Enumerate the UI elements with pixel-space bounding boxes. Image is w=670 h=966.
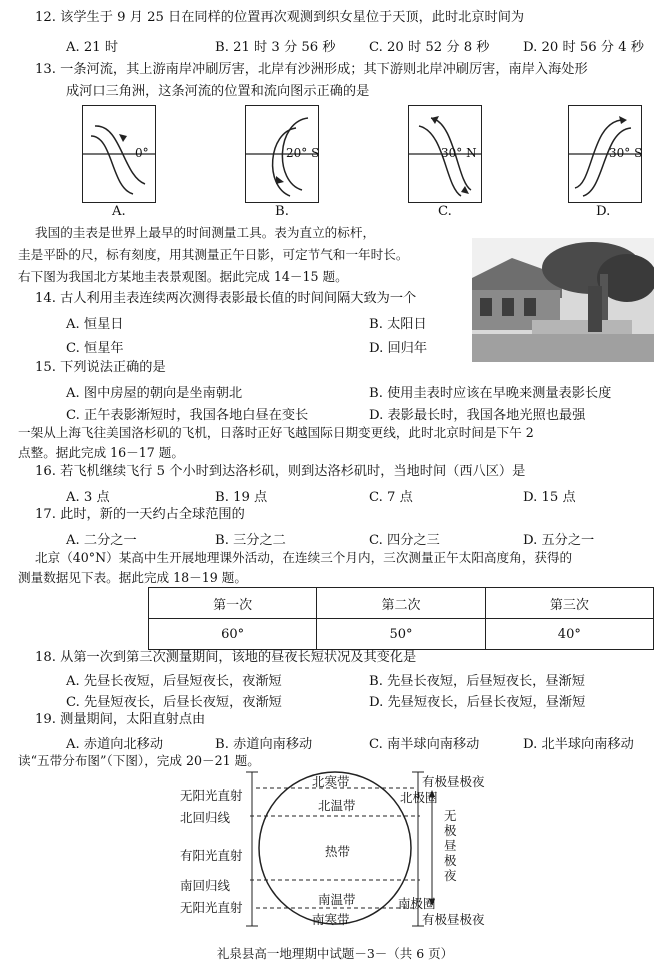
intro-14-line1: 我国的圭表是世界上最早的时间测量工具。表为直立的标杆， [35,225,376,240]
diagram-b-latitude: 20° S [286,146,320,160]
q18-stem: 18. 从第一次到第三次测量期间，该地的昼夜长短状况及其变化是 [35,650,417,665]
q16-option-d: D. 15 点 [523,490,576,505]
q14-option-c: C. 恒星年 [66,341,124,356]
q16-option-c: C. 7 点 [369,490,413,505]
page-footer: 礼泉县高一地理期中试题－3－（共 6 页） [216,946,454,961]
q12-option-c: C. 20 时 52 分 8 秒 [369,40,490,55]
river-diagram-c [408,105,482,203]
zone-right-label-5: 有极昼极夜 [422,912,485,927]
q17-option-b: B. 三分之二 [215,533,286,548]
q12-stem: 12. 该学生于 9 月 25 日在同样的位置再次观测到织女星位于天顶，此时北京时间为 [35,10,525,25]
q12-option-a: A. 21 时 [66,40,119,55]
table-header-cell: 第三次 [485,588,653,619]
measurement-table [148,587,654,650]
q12-option-b: B. 21 时 3 分 56 秒 [215,40,336,55]
q15-option-a: A. 图中房屋的朝向是坐南朝北 [66,386,243,401]
diagram-d-label: D. [596,204,611,219]
q19-option-b: B. 赤道向南移动 [215,737,313,752]
q16-option-b: B. 19 点 [215,490,268,505]
q18-option-c: C. 先昼短夜长，后昼长夜短，夜渐短 [66,695,282,710]
belt-south-frigid: 南寒带 [312,912,350,927]
q15-option-b: B. 使用圭表时应该在早晚来测量表影长度 [369,386,612,401]
table-cell: 50° [317,619,485,650]
q19-option-a: A. 赤道向北移动 [66,737,164,752]
intro-14-line2: 圭是平卧的尺，标有刻度，用其测量正午日影，可定节气和一年时长。 [18,247,409,262]
intro-18-line1: 北京（40°N）某高中生开展地理课外活动，在连续三个月内，三次测量正午太阳高度角，获得的 [35,550,573,565]
table-header-cell: 第一次 [149,588,317,619]
q18-option-b: B. 先昼长夜短，后昼短夜长，昼渐短 [369,674,585,689]
intro-16-line2: 点整。据此完成 16－17 题。 [18,445,184,460]
q16-option-a: A. 3 点 [66,490,110,505]
zone-left-label-2: 北回归线 [180,810,231,825]
zone-right-label-1: 有极昼极夜 [422,774,485,789]
q16-stem: 16. 若飞机继续飞行 5 个小时到达洛杉矶，则到达洛杉矶时，当地时间（西八区）是 [35,464,526,479]
table-row [149,619,654,650]
intro-20: 读“五带分布图”（下图），完成 20－21 题。 [18,753,260,768]
zone-right-label-2: 北极圈 [400,790,438,805]
diagram-c-latitude: 30° N [441,146,477,160]
table-header-row [149,588,654,619]
q12-option-d: D. 20 时 56 分 4 秒 [523,40,644,55]
belt-north-temperate: 北温带 [318,798,356,813]
diagram-a-label: A. [112,204,126,219]
q14-option-b: B. 太阳日 [369,317,427,332]
diagram-c-label: C. [438,204,452,219]
q13-stem-line1: 13. 一条河流，其上游南岸冲刷厉害，北岸有沙洲形成；其下游则北岸冲刷厉害，南岸入海处形 [35,62,588,77]
belt-south-temperate: 南温带 [318,892,356,907]
q18-option-d: D. 先昼短夜长，后昼长夜短，昼渐短 [369,695,586,710]
q15-option-d: D. 表影最长时，我国各地光照也最强 [369,408,586,423]
q17-stem: 17. 此时，新的一天约占全球范围的 [35,507,245,522]
table-cell: 40° [485,619,653,650]
diagram-a-latitude: 0° [135,146,149,160]
intro-18-line2: 测量数据见下表。据此完成 18－19 题。 [18,570,247,585]
zone-left-label-4: 南回归线 [180,878,231,893]
zone-left-label-5: 无阳光直射 [180,900,243,915]
q14-option-a: A. 恒星日 [66,317,124,332]
q19-option-d: D. 北半球向南移动 [523,737,634,752]
q19-option-c: C. 南半球向南移动 [369,737,480,752]
guibiao-photo [472,238,654,362]
q14-option-d: D. 回归年 [369,341,428,356]
zone-right-label-3: 无极昼极夜 [444,808,457,883]
intro-14-line3: 右下图为我国北方某地圭表景观图。据此完成 14－15 题。 [18,269,348,284]
q17-option-d: D. 五分之一 [523,533,595,548]
q18-option-a: A. 先昼长夜短，后昼短夜长，夜渐短 [66,674,282,689]
zone-left-label-1: 无阳光直射 [180,788,243,803]
q14-stem: 14. 古人利用圭表连续两次测得表影最长值的时间间隔大致为一个 [35,291,417,306]
q13-stem-line2: 成河口三角洲，这条河流的位置和流向图示正确的是 [66,84,370,99]
belt-tropical: 热带 [325,844,351,859]
intro-16-line1: 一架从上海飞往美国洛杉矶的飞机，日落时正好飞越国际日期变更线，此时北京时间是下午 2 [18,425,534,440]
belt-north-frigid: 北寒带 [312,774,350,789]
river-diagram-d [568,105,642,203]
q19-stem: 19. 测量期间，太阳直射点由 [35,712,206,727]
zone-right-label-4: 南极圈 [398,896,436,911]
river-diagram-b [245,105,319,203]
q17-option-c: C. 四分之三 [369,533,440,548]
table-cell: 60° [149,619,317,650]
zone-left-label-3: 有阳光直射 [180,848,243,863]
diagram-d-latitude: 30° S [609,146,643,160]
q17-option-a: A. 二分之一 [66,533,137,548]
diagram-b-label: B. [275,204,289,219]
q15-stem: 15. 下列说法正确的是 [35,360,166,375]
table-header-cell: 第二次 [317,588,485,619]
q15-option-c: C. 正午表影渐短时，我国各地白昼在变长 [66,408,309,423]
river-diagram-a [82,105,156,203]
